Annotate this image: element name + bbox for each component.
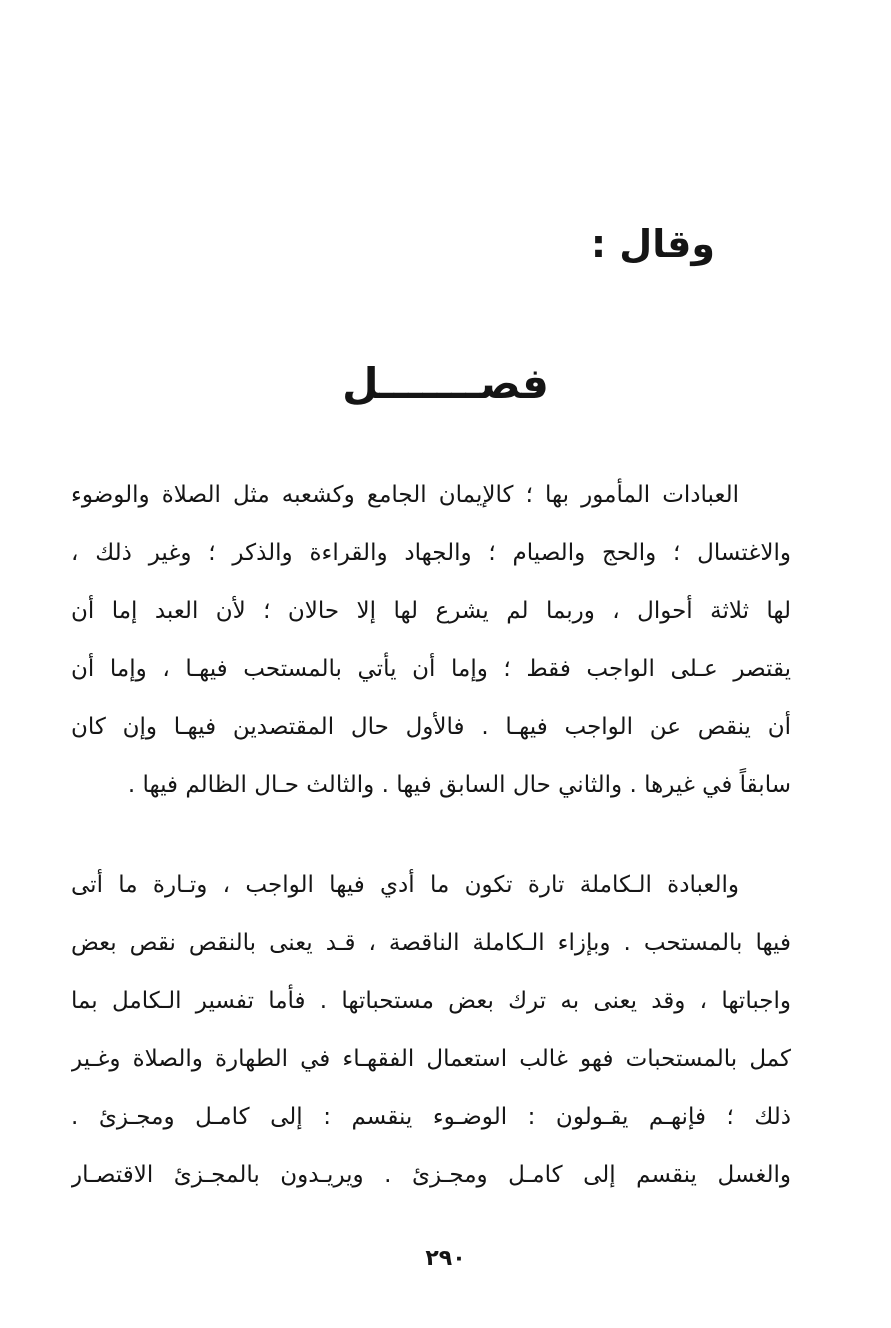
section-heading-text: فصـــــــل bbox=[342, 359, 549, 408]
paragraph-line: والغسل ينقسم إلى كامـل ومجـزئ . ويريـدون بالمجـزئ الاقتصـار bbox=[71, 1162, 791, 1188]
paragraph-1 bbox=[71, 466, 791, 814]
page-number: ٢٩٠ bbox=[425, 1246, 466, 1271]
paragraph-line: يقتصر عـلى الواجب فقط ؛ وإما أن يأتي بالمستحب فيهـا ، وإما أن bbox=[71, 656, 791, 682]
paragraph-line: والعبادة الـكاملة تارة تكون ما أدي فيها الواجب ، وتـارة ما أتى bbox=[71, 872, 739, 898]
paragraph-line: كمل بالمستحبات فهو غالب استعمال الفقهـاء في الطهارة والصلاة وغـير bbox=[71, 1046, 791, 1072]
intro-phrase: وقال : bbox=[590, 222, 715, 266]
paragraph-line: واجباتها ، وقد يعنى به ترك بعض مستحباتها . فأما تفسير الـكامل بما bbox=[71, 988, 791, 1014]
paragraph-line: فيها بالمستحب . وبإزاء الـكاملة الناقصة ، قـد يعنى بالنقص نقص بعض bbox=[71, 930, 791, 956]
paragraph-line: ذلك ؛ فإنهـم يقـولون : الوضـوء ينقسم : إلى كامـل ومجـزئ . bbox=[71, 1104, 791, 1130]
paragraph-line: والاغتسال ؛ والحج والصيام ؛ والجهاد والقراءة والذكر ؛ وغير ذلك ، bbox=[71, 540, 791, 566]
paragraph-line: أن ينقص عن الواجب فيهـا . فالأول حال المقتصدين فيهـا وإن كان bbox=[71, 714, 791, 740]
paragraph-2 bbox=[71, 856, 791, 1204]
section-heading bbox=[0, 356, 891, 408]
paragraph-line: لها ثلاثة أحوال ، وربما لم يشرع لها إلا حالان ؛ لأن العبد إما أن bbox=[71, 598, 791, 624]
paragraph-line: سابقاً في غيرها . والثاني حال السابق فيها . والثالث حـال الظالم فيها . bbox=[127, 772, 791, 798]
paragraph-line: العبادات المأمور بها ؛ كالإيمان الجامع وكشعبه مثل الصلاة والوضوء bbox=[71, 482, 739, 508]
